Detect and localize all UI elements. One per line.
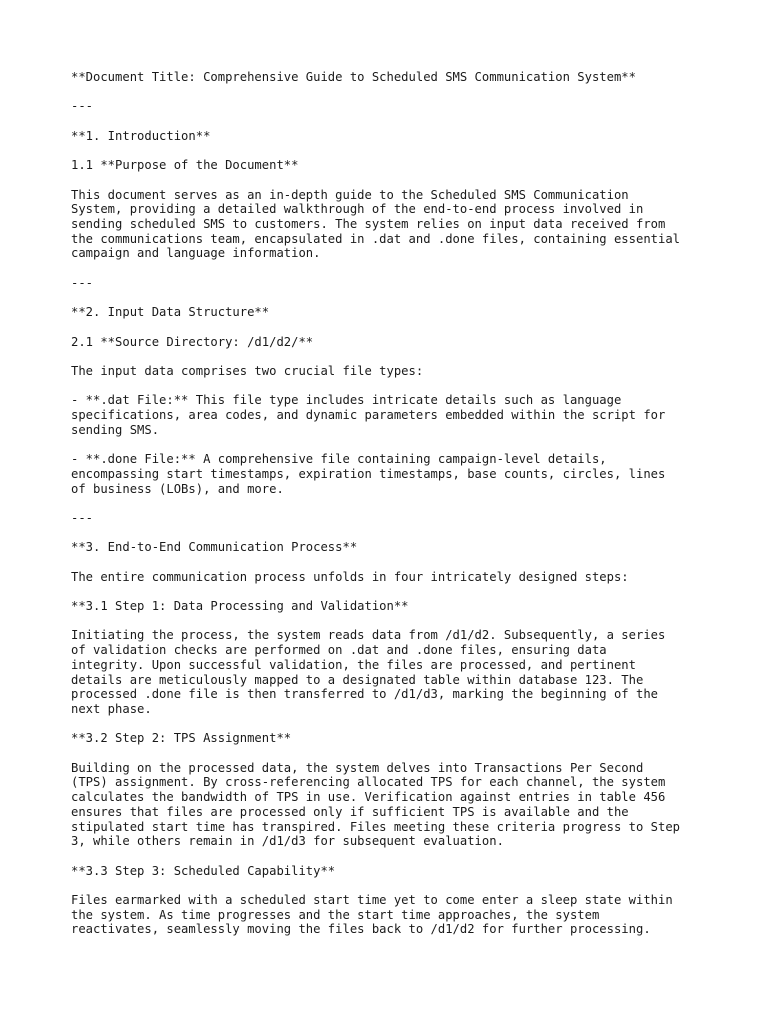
text-line: of business (LOBs), and more. [71,481,284,496]
text-line: **3.2 Step 2: TPS Assignment** [71,731,292,746]
text-line: **3.3 Step 3: Scheduled Capability** [71,863,336,878]
text-line: **3.1 Step 1: Data Processing and Validation** [71,599,409,614]
text-line: encompassing start timestamps, expiration timestamps, base counts, circles, lines [71,466,666,481]
document-paragraph [71,570,711,585]
text-line: System, providing a detailed walkthrough of the end-to-end process involved in [71,202,644,217]
document-paragraph [71,129,711,144]
text-line: specifications, area codes, and dynamic parameters embedded within the script for [71,408,666,423]
document-paragraph [71,599,711,614]
text-line: The input data comprises two crucial file types: [71,363,424,378]
document-paragraph [71,761,711,849]
text-line: sending scheduled SMS to customers. The system relies on input data received from [71,216,666,231]
text-line: the system. As time progresses and the start time approaches, the system [71,907,600,922]
text-line: --- [71,99,94,114]
text-line: Building on the processed data, the system delves into Transactions Per Second [71,760,644,775]
text-line: **1. Introduction** [71,128,211,143]
text-line: This document serves as an in-depth guide to the Scheduled SMS Communication [71,187,629,202]
text-line: (TPS) assignment. By cross-referencing allocated TPS for each channel, the system [71,775,666,790]
document-paragraph [71,99,711,114]
text-line: Initiating the process, the system reads data from /d1/d2. Subsequently, a series [71,628,666,643]
document-paragraph [71,393,711,437]
text-line: **3. End-to-End Communication Process** [71,540,358,555]
document-paragraph [71,628,711,716]
text-line: - **.dat File:** This file type includes intricate details such as language [71,393,622,408]
document-paragraph [71,540,711,555]
text-line: calculates the bandwidth of TPS in use. Verification against entries in table 456 [71,790,666,805]
text-line: sending SMS. [71,422,160,437]
text-line: the communications team, encapsulated in .dat and .done files, containing essential [71,231,681,246]
text-line: processed .done file is then transferred to /d1/d3, marking the beginning of the [71,687,658,702]
document-paragraph [71,305,711,320]
text-line: reactivates, seamlessly moving the files back to /d1/d2 for further processing. [71,922,651,937]
document-paragraph [71,452,711,496]
text-line: --- [71,510,94,525]
text-line: Files earmarked with a scheduled start time yet to come enter a sleep state within [71,893,673,908]
document-paragraph [71,731,711,746]
document-page [71,70,711,952]
document-paragraph [71,70,711,85]
text-line: The entire communication process unfolds in four intricately designed steps: [71,569,629,584]
document-paragraph [71,893,711,937]
text-line: --- [71,275,94,290]
text-line: next phase. [71,702,152,716]
text-line: **2. Input Data Structure** [71,305,270,320]
text-line: of validation checks are performed on .dat and .done files, ensuring data [71,643,607,658]
document-paragraph [71,511,711,526]
text-line: integrity. Upon successful validation, the files are processed, and pertinent [71,657,636,672]
text-line: campaign and language information. [71,246,321,261]
document-paragraph [71,864,711,879]
text-line: ensures that files are processed only if sufficient TPS is available and the [71,804,629,819]
document-paragraph [71,364,711,379]
text-line: 2.1 **Source Directory: /d1/d2/** [71,334,314,349]
text-line: stipulated start time has transpired. Files meeting these criteria progress to Step [71,819,681,834]
document-paragraph [71,276,711,291]
text-line: details are meticulously mapped to a designated table within database 123. The [71,672,644,687]
document-paragraph [71,158,711,173]
text-line: **Document Title: Comprehensive Guide to Scheduled SMS Communication System** [71,70,636,84]
document-paragraph [71,188,711,262]
text-line: - **.done File:** A comprehensive file containing campaign-level details, [71,452,607,467]
text-line: 1.1 **Purpose of the Document** [71,158,299,173]
text-line: 3, while others remain in /d1/d3 for subsequent evaluation. [71,834,504,849]
document-paragraph [71,335,711,350]
